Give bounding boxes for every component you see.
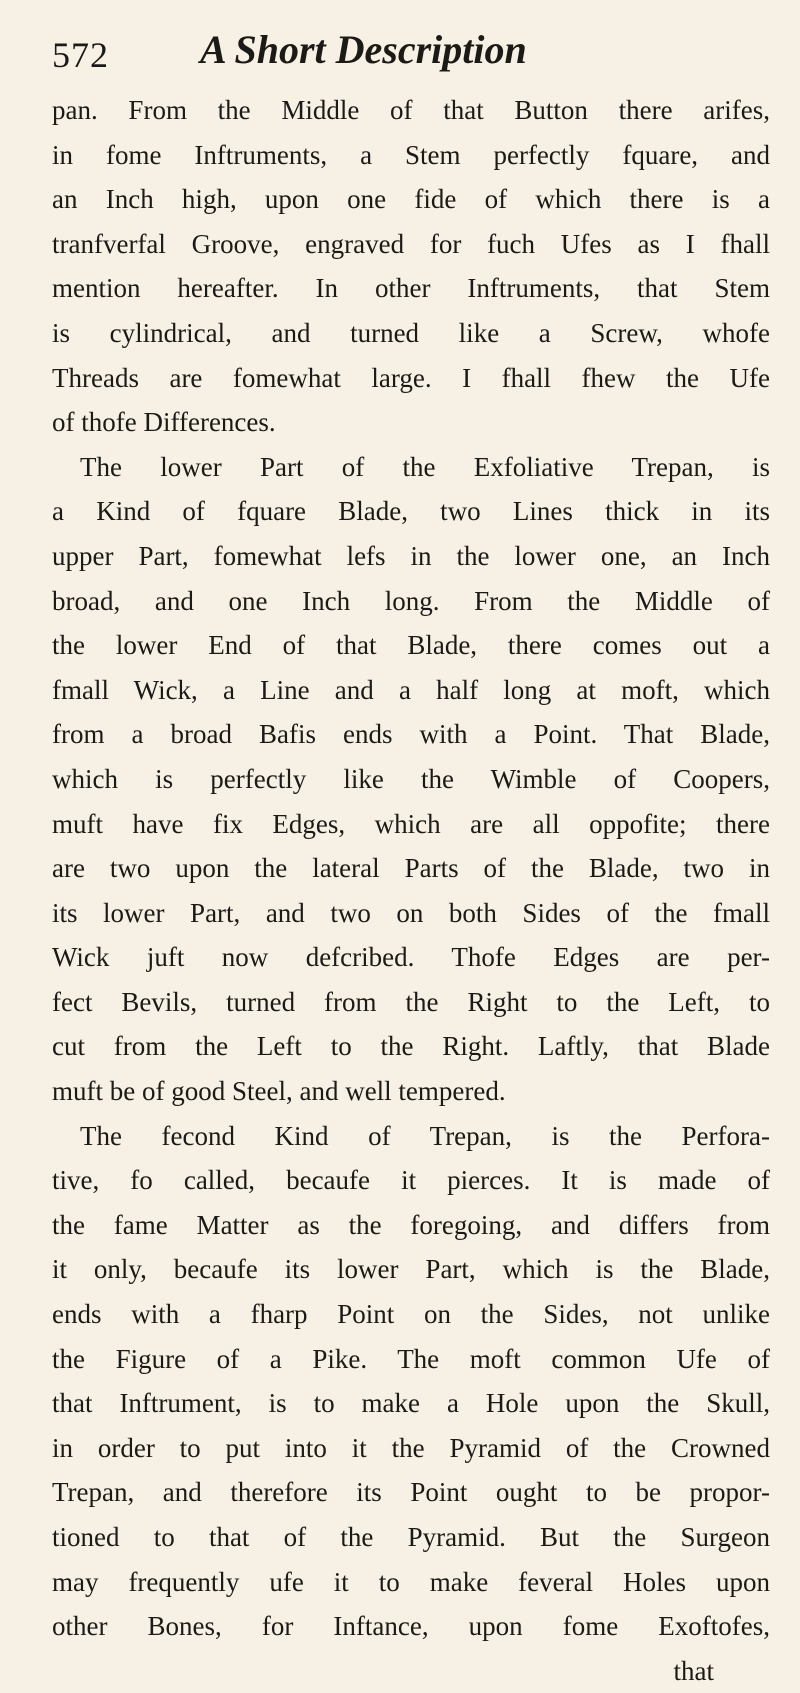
body-text (52, 88, 770, 1693)
text-line: The lower Part of the Exfoliative Trepan, is (80, 451, 770, 482)
text-line: broad, and one Inch long. From the Middle of (52, 585, 770, 616)
text-line: tranfverfal Groove, engraved for fuch Ufes as I fhall (52, 228, 770, 259)
running-title: A Short Description (200, 27, 527, 72)
text-line: mention hereafter. In other Inftruments, that Stem (52, 273, 770, 304)
text-line: Threads are fomewhat large. I fhall fhew the Ufe (52, 362, 770, 393)
text-line: muft have fix Edges, which are all oppofite; there (52, 808, 770, 839)
text-line: an Inch high, upon one fide of which there is a (52, 184, 770, 215)
text-line: a Kind of fquare Blade, two Lines thick in its (52, 496, 770, 527)
text-line: it only, becaufe its lower Part, which is the Blade, (52, 1254, 770, 1285)
text-line: ends with a fharp Point on the Sides, not unlike (52, 1299, 770, 1330)
text-line: in order to put into it the Pyramid of the Crowned (52, 1432, 770, 1463)
text-line: its lower Part, and two on both Sides of the fmall (52, 897, 770, 928)
text-line: The fecond Kind of Trepan, is the Perfora- (80, 1120, 770, 1151)
text-line: fmall Wick, a Line and a half long at moft, which (52, 674, 770, 705)
text-line: upper Part, fomewhat lefs in the lower one, an Inch (52, 540, 770, 571)
text-line: other Bones, for Inftance, upon fome Exoftofes, (52, 1611, 770, 1642)
text-line: the lower End of that Blade, there comes out a (52, 630, 770, 661)
text-line: Trepan, and therefore its Point ought to be propor- (52, 1477, 770, 1508)
text-line: may frequently ufe it to make feveral Holes upon (52, 1566, 770, 1597)
text-line: the fame Matter as the foregoing, and differs from (52, 1209, 770, 1240)
text-line: the Figure of a Pike. The moft common Ufe of (52, 1343, 770, 1374)
page-number: 572 (52, 35, 109, 75)
text-line: of thofe Differences. (52, 407, 276, 438)
text-line: tive, fo called, becaufe it pierces. It is made of (52, 1165, 770, 1196)
text-line: tioned to that of the Pyramid. But the Surgeon (52, 1522, 770, 1552)
text-line: cut from the Left to the Right. Laftly, that Blade (52, 1031, 770, 1062)
text-line: pan. From the Middle of that Button there arifes, (52, 95, 770, 125)
text-line: in fome Inftruments, a Stem perfectly fquare, and (52, 139, 770, 170)
text-line: that Inftrument, is to make a Hole upon the Skull, (52, 1388, 770, 1419)
text-line: is cylindrical, and turned like a Screw, whofe (52, 317, 770, 348)
text-line: which is perfectly like the Wimble of Coopers, (52, 763, 770, 794)
text-line: fect Bevils, turned from the Right to the Left, to (52, 986, 770, 1017)
text-line: muft be of good Steel, and well tempered. (52, 1076, 506, 1107)
text-line: are two upon the lateral Parts of the Blade, two in (52, 853, 770, 884)
text-line: Wick juft now defcribed. Thofe Edges are per- (52, 942, 770, 973)
page-header (0, 24, 800, 84)
text-line: that (673, 1655, 714, 1686)
text-line: from a broad Bafis ends with a Point. That Blade, (52, 719, 770, 750)
